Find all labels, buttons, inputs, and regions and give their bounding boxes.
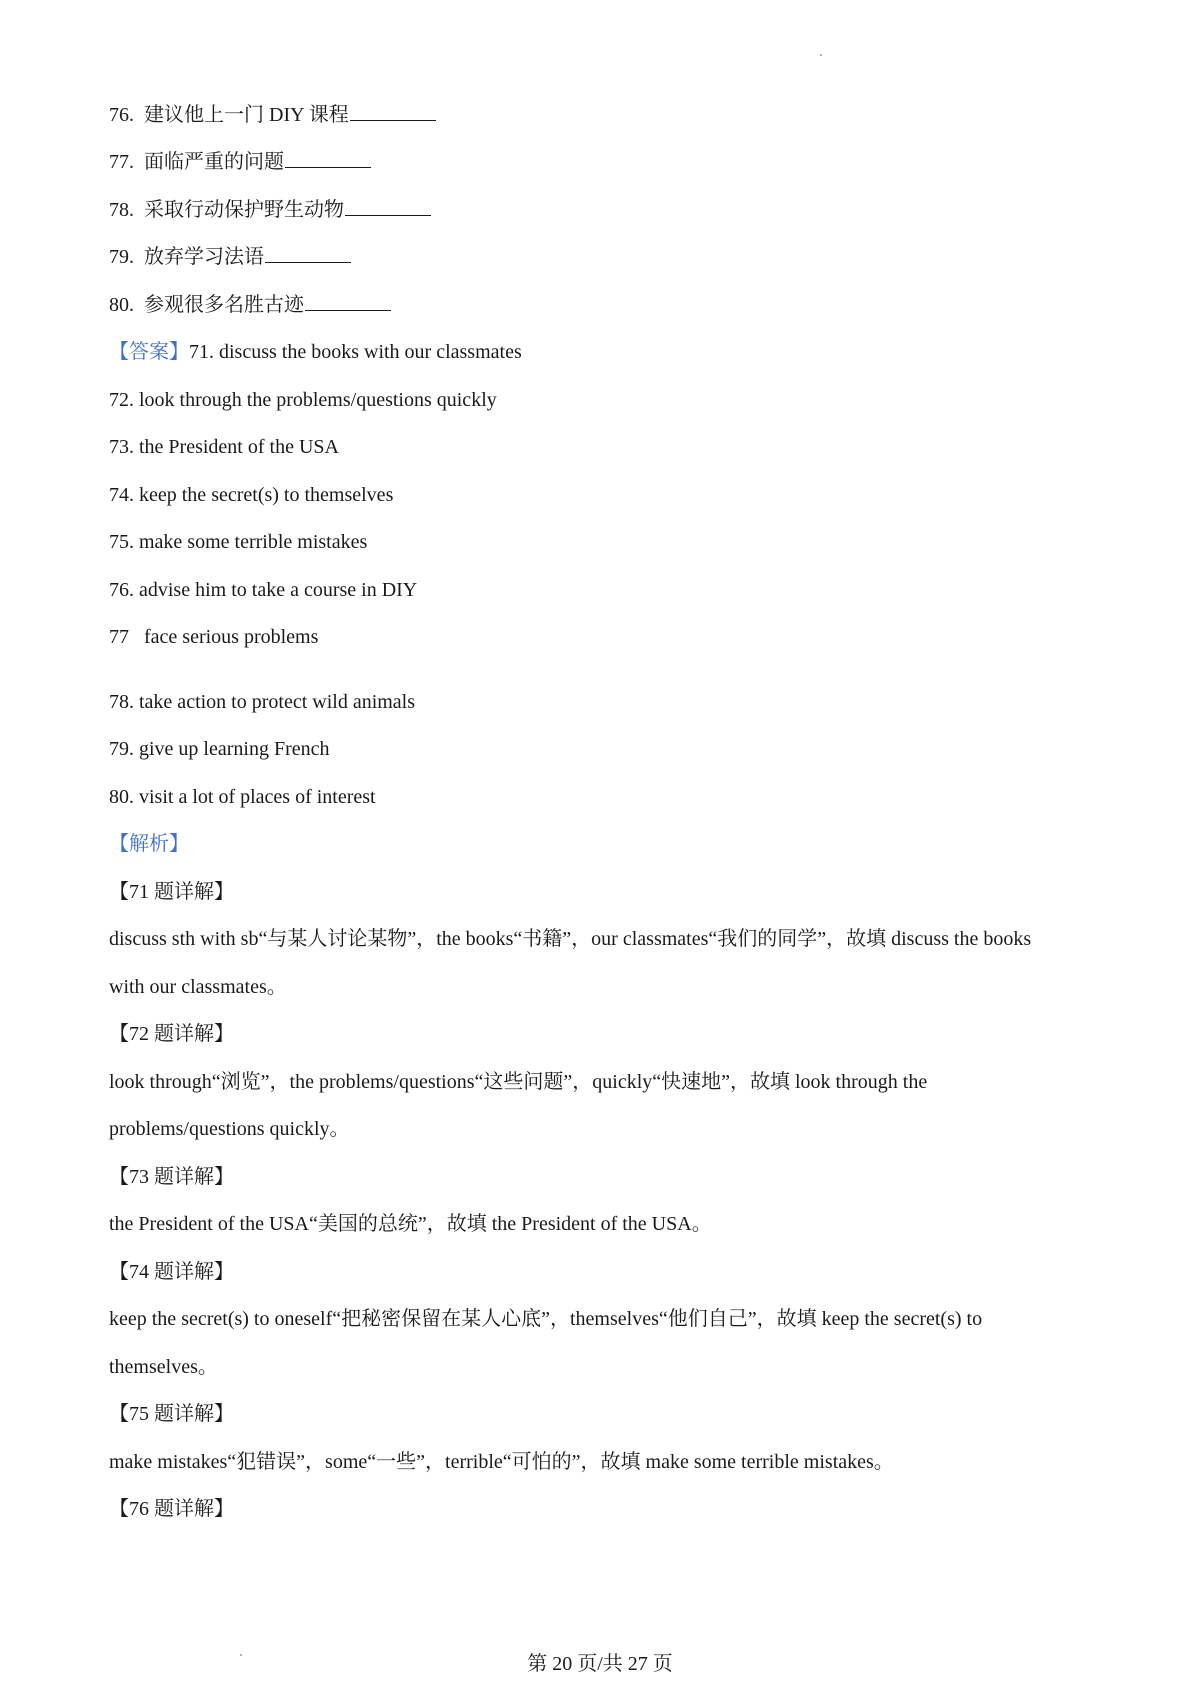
detail-heading-71: 【71 题详解】 [109,881,234,903]
page-number-footer: 第 20 页/共 27 页 [527,1653,673,1675]
detail-text-72-2: problems/questions quickly。 [109,1118,350,1140]
question-78 [109,196,431,224]
question-77 [109,148,371,176]
analysis-tag: 【解析】 [109,833,189,855]
detail-heading-75: 【75 题详解】 [109,1403,234,1425]
scan-speck [820,54,822,56]
answer-line-76: 76. advise him to take a course in DIY [109,579,418,601]
answer-line-77: 77 face serious problems [109,626,319,648]
answer-line-75: 75. make some terrible mistakes [109,531,368,553]
detail-text-71-2: with our classmates。 [109,976,287,998]
answer-line-79: 79. give up learning French [109,738,330,760]
answer-blank [265,244,351,263]
question-80 [109,291,391,319]
detail-heading-73: 【73 题详解】 [109,1166,234,1188]
question-text: 面临严重的问题 [144,151,284,173]
answer-line-78: 78. take action to protect wild animals [109,691,416,713]
question-number: 79. [109,246,134,268]
question-text: 建议他上一门 DIY 课程 [144,104,349,126]
answer-line-73: 73. the President of the USA [109,436,339,458]
answer-line-71 [109,338,522,366]
detail-text-71-1: discuss sth with sb“与某人讨论某物”，the books“书籍”，our classmates“我们的同学”，故填 discuss the books [109,928,1032,950]
detail-heading-74: 【74 题详解】 [109,1261,234,1283]
answer-blank [285,149,371,168]
detail-heading-72: 【72 题详解】 [109,1023,234,1045]
detail-text-75-1: make mistakes“犯错误”，some“一些”，terrible“可怕的”，故填 make some terrible mistakes。 [109,1451,894,1473]
answer-line-72: 72. look through the problems/questions quickly [109,389,497,411]
answer-line-74: 74. keep the secret(s) to themselves [109,484,394,506]
answer-text: 71. discuss the books with our classmates [189,341,522,363]
answer-tag: 【答案】 [109,341,189,363]
answer-blank [345,197,431,216]
answer-line-80: 80. visit a lot of places of interest [109,786,376,808]
question-text: 放弃学习法语 [144,246,264,268]
detail-text-74-1: keep the secret(s) to oneself“把秘密保留在某人心底”，themselves“他们自己”，故填 keep the secret(s) to [109,1308,983,1330]
detail-text-74-2: themselves。 [109,1356,218,1378]
answer-blank [350,102,436,121]
question-79 [109,243,351,271]
detail-text-73-1: the President of the USA“美国的总统”，故填 the President of the USA。 [109,1213,712,1235]
question-number: 80. [109,294,134,316]
question-number: 76. [109,104,134,126]
question-number: 77. [109,151,134,173]
detail-heading-76: 【76 题详解】 [109,1498,234,1520]
question-76 [109,101,436,129]
answer-blank [305,292,391,311]
question-text: 参观很多名胜古迹 [144,294,304,316]
question-number: 78. [109,199,134,221]
detail-text-72-1: look through“浏览”，the problems/questions“这些问题”，quickly“快速地”，故填 look through the [109,1071,928,1093]
question-text: 采取行动保护野生动物 [144,199,344,221]
